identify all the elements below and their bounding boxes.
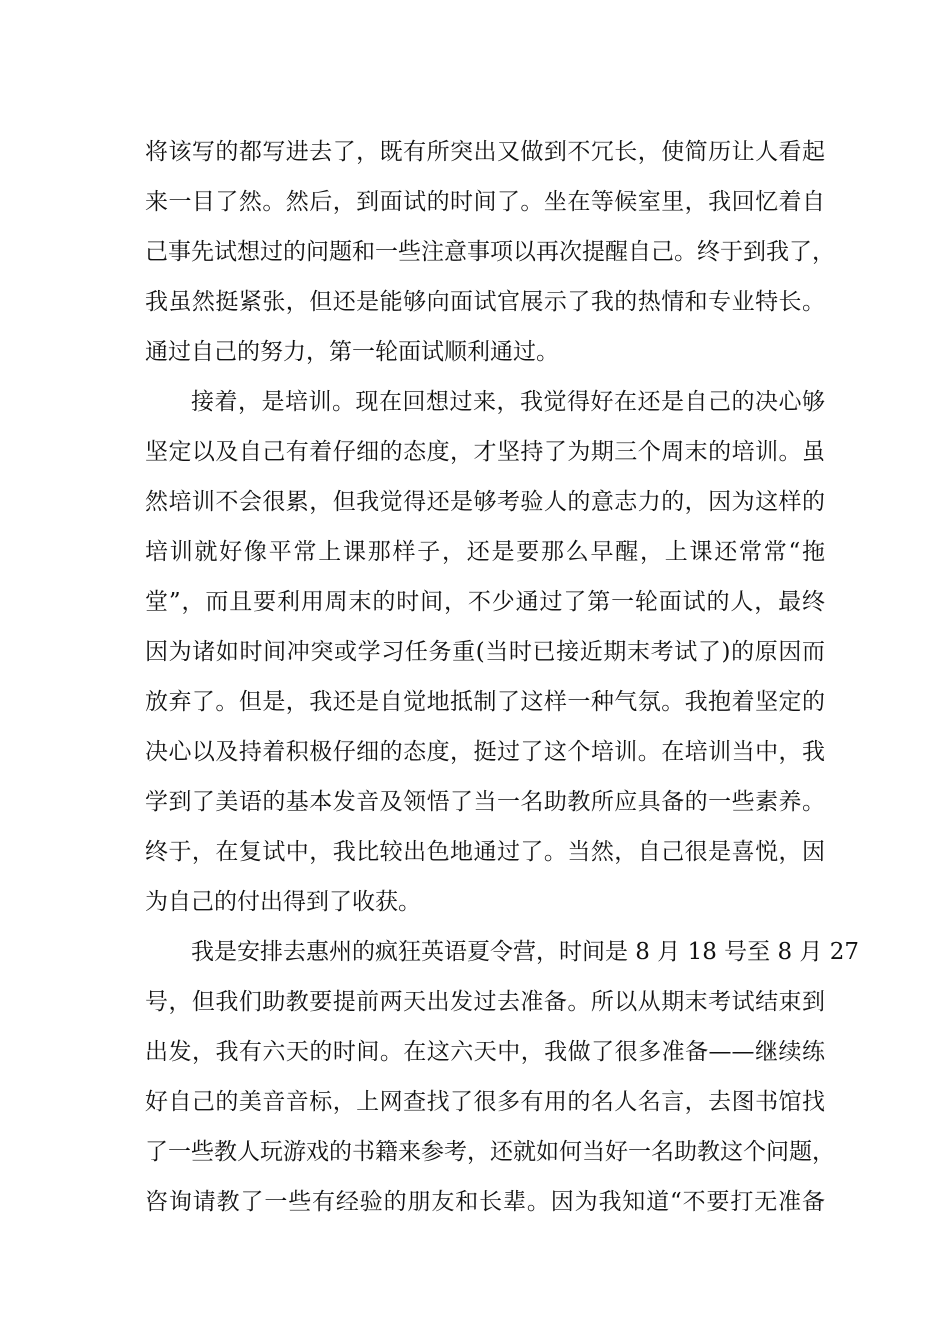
text-line: 我是安排去惠州的疯狂英语夏令营，时间是 8 月 18 号至 8 月 27 <box>191 939 859 965</box>
text-line: 学到了美语的基本发音及领悟了当一名助教所应具备的一些素养。 <box>145 789 825 815</box>
text-line: 然培训不会很累，但我觉得还是够考验人的意志力的，因为这样的 <box>145 489 825 515</box>
text-line: 了一些教人玩游戏的书籍来参考，还就如何当好一名助教这个问题， <box>145 1139 835 1165</box>
paragraph <box>145 927 859 1227</box>
text-line: 终于，在复试中，我比较出色地通过了。当然，自己很是喜悦，因 <box>145 839 825 865</box>
text-line: 好自己的美音音标，上网查找了很多有用的名人名言，去图书馆找 <box>145 1089 825 1115</box>
text-line: 将该写的都写进去了，既有所突出又做到不冗长，使简历让人看起 <box>145 139 825 165</box>
text-line: 放弃了。但是，我还是自觉地抵制了这样一种气氛。我抱着坚定的 <box>145 689 825 715</box>
text-line: 号，但我们助教要提前两天出发过去准备。所以从期末考试结束到 <box>145 989 825 1015</box>
paragraph <box>145 127 835 377</box>
text-line: 通过自己的努力，第一轮面试顺利通过。 <box>145 339 559 365</box>
text-line: 为自己的付出得到了收获。 <box>145 889 421 915</box>
text-line: 咨询请教了一些有经验的朋友和长辈。因为我知道“不要打无准备 <box>145 1189 825 1215</box>
text-line: 我虽然挺紧张，但还是能够向面试官展示了我的热情和专业特长。 <box>145 289 825 315</box>
paragraph <box>145 377 825 927</box>
text-line: 堂”，而且要利用周末的时间，不少通过了第一轮面试的人，最终 <box>145 589 825 615</box>
text-line: 己事先试想过的问题和一些注意事项以再次提醒自己。终于到我了， <box>145 239 835 265</box>
text-line: 决心以及持着积极仔细的态度，挺过了这个培训。在培训当中，我 <box>145 739 825 765</box>
text-line: 接着，是培训。现在回想过来，我觉得好在还是自己的决心够 <box>191 389 825 415</box>
body-text <box>145 127 859 1227</box>
text-line: 坚定以及自己有着仔细的态度，才坚持了为期三个周末的培训。虽 <box>145 439 825 465</box>
text-line: 来一目了然。然后，到面试的时间了。坐在等候室里，我回忆着自 <box>145 189 825 215</box>
text-line: 因为诸如时间冲突或学习任务重(当时已接近期末考试了)的原因而 <box>145 639 825 665</box>
text-line: 出发，我有六天的时间。在这六天中，我做了很多准备——继续练 <box>145 1039 825 1065</box>
text-line: 培训就好像平常上课那样子，还是要那么早醒，上课还常常“拖 <box>145 539 825 565</box>
